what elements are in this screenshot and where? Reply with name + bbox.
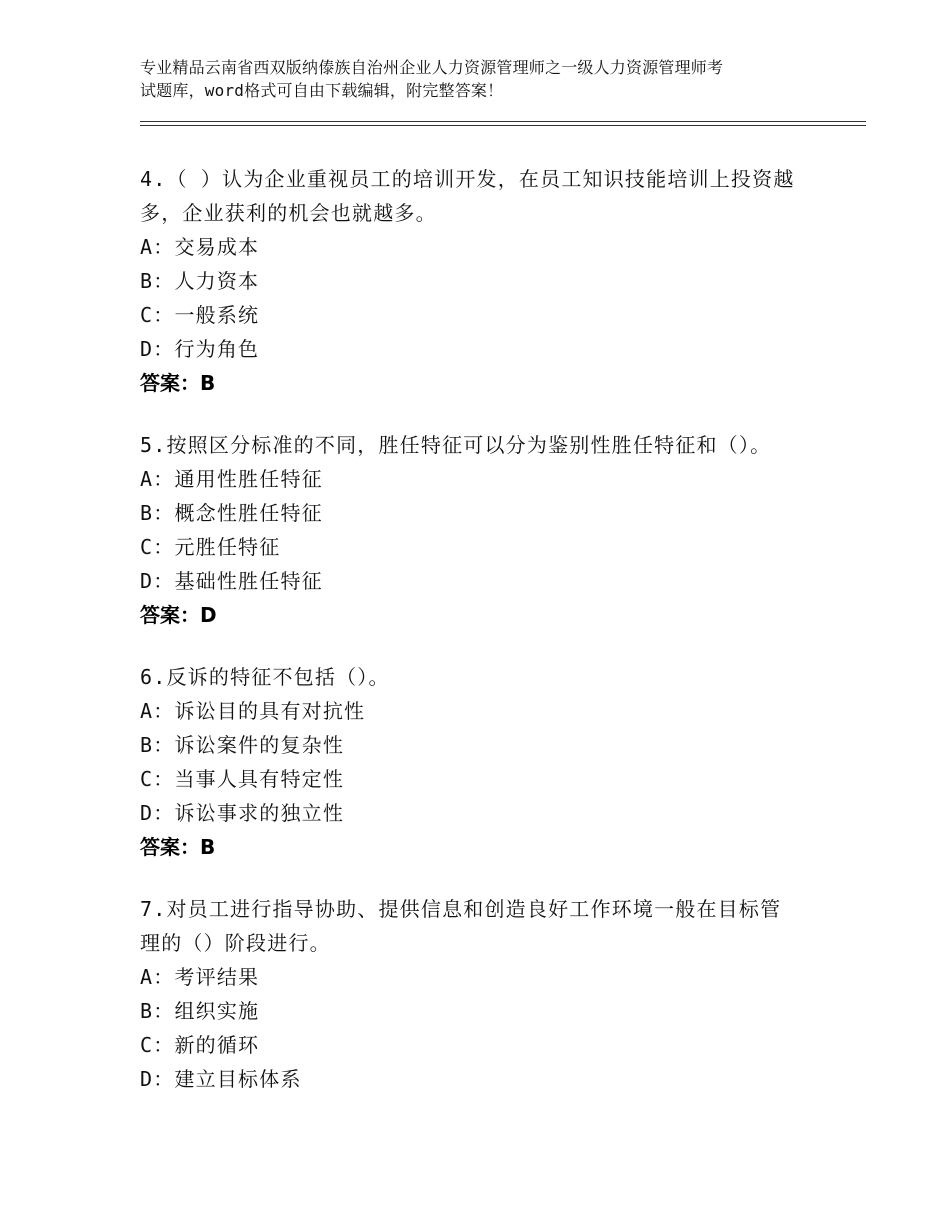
- option-d: D：诉讼事求的独立性: [140, 801, 345, 825]
- header-divider-bottom: [140, 125, 866, 126]
- question-5: [140, 428, 820, 632]
- question-text: 多，企业获利的机会也就越多。: [140, 201, 437, 225]
- option-c: C：新的循环: [140, 1033, 260, 1057]
- option-d: D：基础性胜任特征: [140, 569, 323, 593]
- question-6: [140, 660, 820, 864]
- header-divider-top: [140, 121, 866, 122]
- header-line-2: 试题库，word格式可自由下载编辑，附完整答案！: [140, 81, 504, 100]
- option-a: A：通用性胜任特征: [140, 467, 323, 491]
- answer: 答案：D: [140, 603, 217, 627]
- option-d: D：建立目标体系: [140, 1067, 302, 1091]
- question-text: 7.对员工进行指导协助、提供信息和创造良好工作环境一般在目标管: [140, 897, 782, 921]
- question-text: 5.按照区分标准的不同，胜任特征可以分为鉴别性胜任特征和（）。: [140, 433, 772, 457]
- question-list: [140, 162, 820, 1124]
- question-7: [140, 892, 820, 1096]
- header-line-1: 专业精品云南省西双版纳傣族自治州企业人力资源管理师之一级人力资源管理师考: [140, 58, 724, 77]
- option-c: C：一般系统: [140, 303, 260, 327]
- document-header: [140, 56, 820, 102]
- option-b: B：概念性胜任特征: [140, 501, 323, 525]
- question-4: [140, 162, 820, 400]
- option-a: A：考评结果: [140, 965, 260, 989]
- option-c: C：当事人具有特定性: [140, 767, 345, 791]
- question-text: 4.（ ）认为企业重视员工的培训开发，在员工知识技能培训上投资越: [140, 167, 795, 191]
- option-a: A：交易成本: [140, 235, 260, 259]
- option-b: B：诉讼案件的复杂性: [140, 733, 345, 757]
- answer: 答案：B: [140, 835, 216, 859]
- option-c: C：元胜任特征: [140, 535, 281, 559]
- question-text: 6.反诉的特征不包括（）。: [140, 665, 390, 689]
- option-d: D：行为角色: [140, 337, 260, 361]
- option-b: B：组织实施: [140, 999, 260, 1023]
- question-text: 理的（）阶段进行。: [140, 931, 331, 955]
- answer: 答案：B: [140, 371, 216, 395]
- option-a: A：诉讼目的具有对抗性: [140, 699, 366, 723]
- option-b: B：人力资本: [140, 269, 260, 293]
